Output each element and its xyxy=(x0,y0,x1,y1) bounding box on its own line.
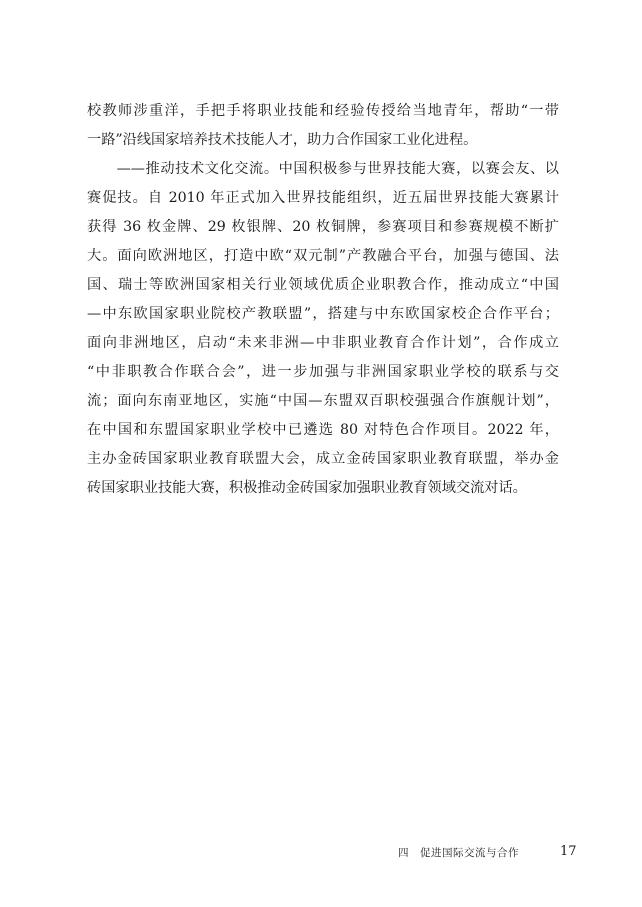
text-line: —中东欧国家职业院校产教联盟”，搭建与中东欧国家校企合作平台； xyxy=(87,306,559,322)
text-line: 获得 36 枚金牌、29 枚银牌、20 枚铜牌，参赛项目和参赛规模不断扩 xyxy=(87,219,559,235)
page-footer xyxy=(0,843,642,863)
text-line: 一路”沿线国家培养技术技能人才，助力合作国家工业化进程。 xyxy=(87,132,478,148)
text-line: 面向非洲地区，启动“未来非洲—中非职业教育合作计划”，合作成立 xyxy=(87,335,559,351)
text-line: 大。面向欧洲地区，打造中欧“双元制”产教融合平台，加强与德国、法 xyxy=(87,248,559,264)
text-line: 校教师涉重洋，手把手将职业技能和经验传授给当地青年，帮助“一带 xyxy=(87,103,559,119)
text-line: 主办金砖国家职业教育联盟大会，成立金砖国家职业教育联盟，举办金 xyxy=(87,451,559,467)
text-line: 国、瑞士等欧洲国家相关行业领域优质企业职教合作，推动成立“中国 xyxy=(87,277,559,293)
body-text xyxy=(87,97,559,503)
text-line: ——推动技术文化交流。中国积极参与世界技能大赛，以赛会友、以 xyxy=(87,161,559,177)
running-footer-section-title: 四 促进国际交流与合作 xyxy=(398,847,519,859)
text-line: 在中国和东盟国家职业学校中已遴选 80 对特色合作项目。2022 年， xyxy=(87,422,559,438)
text-line: 砖国家职业技能大赛，积极推动金砖国家加强职业教育领域交流对话。 xyxy=(87,480,527,496)
text-line: 赛促技。自 2010 年正式加入世界技能组织，近五届世界技能大赛累计 xyxy=(87,190,559,206)
text-line: 流；面向东南亚地区，实施“中国—东盟双百职校强强合作旗舰计划”， xyxy=(87,393,559,409)
text-line: “中非职教合作联合会”，进一步加强与非洲国家职业学校的联系与交 xyxy=(87,364,559,380)
page-number: 17 xyxy=(560,844,577,859)
